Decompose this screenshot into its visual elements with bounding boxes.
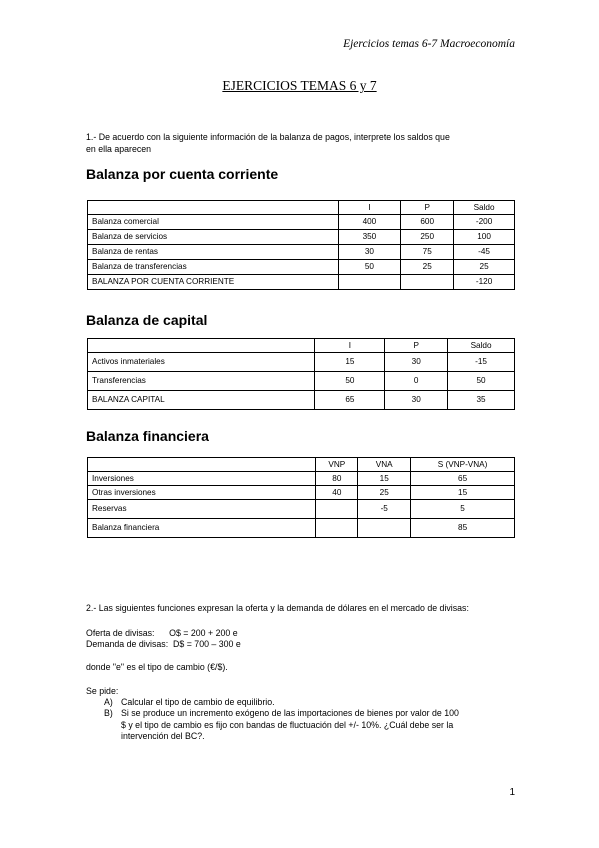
table-cell: Inversiones xyxy=(88,472,316,486)
table-cell: -5 xyxy=(358,500,411,519)
list-item-b xyxy=(121,708,521,743)
table-cell: 35 xyxy=(448,391,515,410)
table-header-cell: I xyxy=(315,339,385,353)
table-header-cell: S (VNP-VNA) xyxy=(411,458,515,472)
list-marker-b: B) xyxy=(104,708,113,718)
section-heading-financiera: Balanza financiera xyxy=(86,428,209,444)
table-row xyxy=(88,275,515,290)
table-cell: -15 xyxy=(448,353,515,372)
table-cell: 0 xyxy=(385,372,448,391)
table-header-cell: VNA xyxy=(358,458,411,472)
table-header-cell: Saldo xyxy=(454,201,515,215)
table-row xyxy=(88,486,515,500)
table-cell: 25 xyxy=(401,260,454,275)
table-header-cell: I xyxy=(338,201,401,215)
table-header-cell: P xyxy=(385,339,448,353)
table-row xyxy=(88,500,515,519)
table-header-row xyxy=(88,201,515,215)
document-title xyxy=(0,78,599,94)
table-cell: 50 xyxy=(338,260,401,275)
table-row xyxy=(88,519,515,538)
table-header-cell xyxy=(88,201,339,215)
table-cell: Balanza financiera xyxy=(88,519,316,538)
table-cell: Transferencias xyxy=(88,372,315,391)
table-cell: 65 xyxy=(411,472,515,486)
table-cell: 15 xyxy=(358,472,411,486)
table-cell xyxy=(338,275,401,290)
table-cell: 80 xyxy=(316,472,358,486)
table-cell: 600 xyxy=(401,215,454,230)
table-row xyxy=(88,353,515,372)
table-cell: 85 xyxy=(411,519,515,538)
table-cell: -200 xyxy=(454,215,515,230)
table-cell: 15 xyxy=(315,353,385,372)
exercise-1-intro xyxy=(86,131,526,155)
se-pide-label: Se pide: xyxy=(86,686,119,696)
table-header-cell xyxy=(88,458,316,472)
list-marker-a: A) xyxy=(104,697,113,707)
list-item-line: Si se produce un incremento exógeno de las importaciones de bienes por valor de 100 xyxy=(121,708,459,718)
list-item-line: $ y el tipo de cambio es fijo con bandas de fluctuación del +/- 10%. ¿Cuál debe ser la xyxy=(121,719,454,730)
table-header-cell: Saldo xyxy=(448,339,515,353)
table-cell: BALANZA CAPITAL xyxy=(88,391,315,410)
table-cell: 75 xyxy=(401,245,454,260)
table-cell: Otras inversiones xyxy=(88,486,316,500)
table-cell: -120 xyxy=(454,275,515,290)
document-title-text: EJERCICIOS TEMAS 6 y 7 xyxy=(222,78,377,93)
section-heading-capital: Balanza de capital xyxy=(86,312,208,328)
table-cell: 30 xyxy=(385,353,448,372)
table-cell: 250 xyxy=(401,230,454,245)
list-item-line: Calcular el tipo de cambio de equilibrio. xyxy=(121,697,275,707)
exercise-2-intro: 2.- Las siguientes funciones expresan la oferta y la demanda de dólares en el mercado de divisas: xyxy=(86,603,469,613)
page-number: 1 xyxy=(509,787,515,798)
exercise-1-intro-line: 1.- De acuerdo con la siguiente información de la balanza de pagos, interprete los saldos que xyxy=(86,132,450,142)
running-header: Ejercicios temas 6-7 Macroeconomía xyxy=(343,38,515,50)
table-header-cell: P xyxy=(401,201,454,215)
table-cell: 30 xyxy=(385,391,448,410)
table-cell: Balanza de servicios xyxy=(88,230,339,245)
table-row xyxy=(88,230,515,245)
supply-equation: Oferta de divisas: O$ = 200 + 200 e xyxy=(86,628,238,638)
table-cell: Reservas xyxy=(88,500,316,519)
table-cell: Balanza de transferencias xyxy=(88,260,339,275)
table-cell: 50 xyxy=(448,372,515,391)
table-cell xyxy=(316,519,358,538)
table-row xyxy=(88,215,515,230)
table-cell: 50 xyxy=(315,372,385,391)
table-cell: Balanza de rentas xyxy=(88,245,339,260)
exchange-rate-note: donde "e" es el tipo de cambio (€/$). xyxy=(86,662,228,672)
table-cell: 65 xyxy=(315,391,385,410)
table-cell: 25 xyxy=(454,260,515,275)
table-row xyxy=(88,391,515,410)
table-row xyxy=(88,260,515,275)
table-cell: 5 xyxy=(411,500,515,519)
table-cell xyxy=(358,519,411,538)
table-cell: 40 xyxy=(316,486,358,500)
table-cell: Balanza comercial xyxy=(88,215,339,230)
table-row xyxy=(88,472,515,486)
table-row xyxy=(88,245,515,260)
table-header-cell xyxy=(88,339,315,353)
table-financiera xyxy=(87,457,515,538)
list-item-line: intervención del BC?. xyxy=(121,731,205,741)
table-cell: 25 xyxy=(358,486,411,500)
table-cell: 15 xyxy=(411,486,515,500)
table-cell xyxy=(316,500,358,519)
table-cell: BALANZA POR CUENTA CORRIENTE xyxy=(88,275,339,290)
demand-equation: Demanda de divisas: D$ = 700 – 300 e xyxy=(86,639,241,649)
list-item-a xyxy=(121,697,521,709)
table-cell: 30 xyxy=(338,245,401,260)
table-cell: Activos inmateriales xyxy=(88,353,315,372)
exercise-1-intro-line: en ella aparecen xyxy=(86,144,152,154)
section-heading-cuenta-corriente: Balanza por cuenta corriente xyxy=(86,166,279,182)
table-cell xyxy=(401,275,454,290)
table-cell: 400 xyxy=(338,215,401,230)
table-cuenta-corriente xyxy=(87,200,515,290)
table-row xyxy=(88,372,515,391)
table-header-row xyxy=(88,339,515,353)
table-capital xyxy=(87,338,515,410)
table-cell: -45 xyxy=(454,245,515,260)
table-cell: 100 xyxy=(454,230,515,245)
table-header-cell: VNP xyxy=(316,458,358,472)
table-cell: 350 xyxy=(338,230,401,245)
table-header-row xyxy=(88,458,515,472)
